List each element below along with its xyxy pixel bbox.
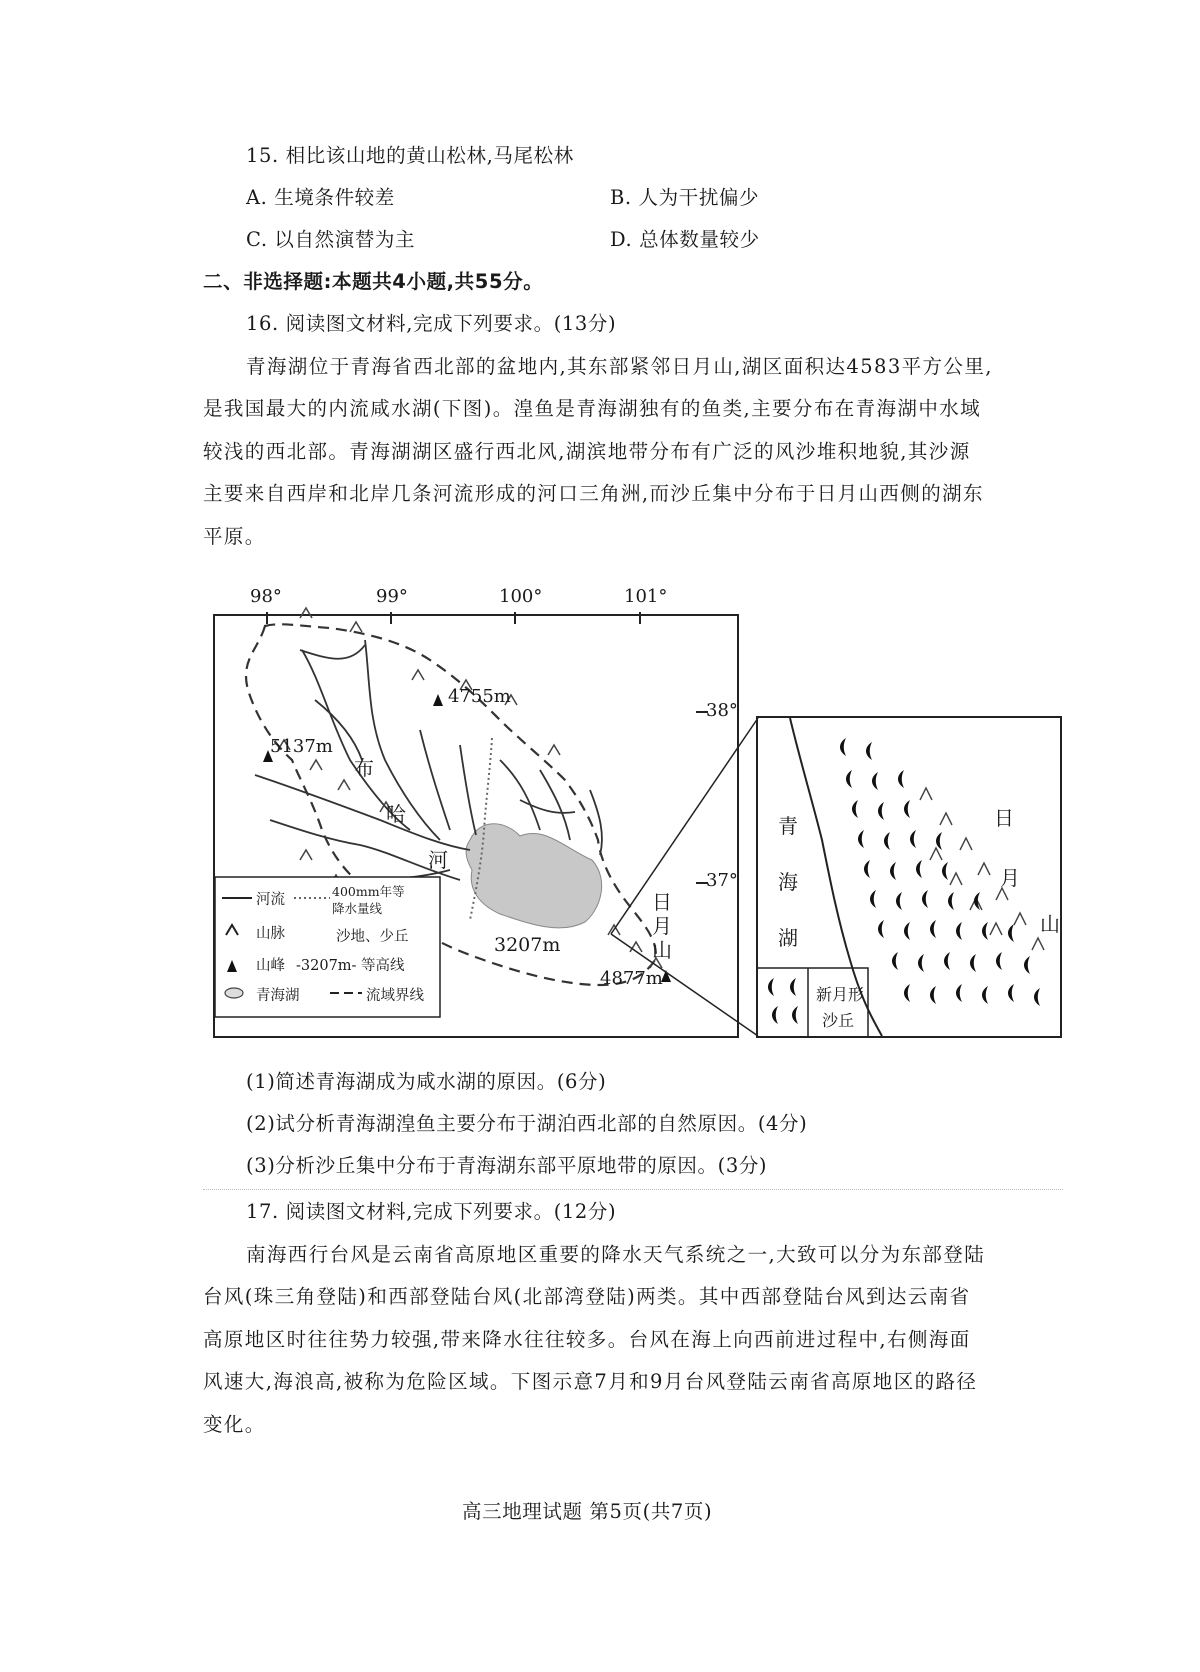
q15-option-c: C. 以自然演替为主 <box>246 228 416 251</box>
legend-lake: 青海湖 <box>256 988 300 1004</box>
inset-mountain-label: 月 <box>1000 866 1020 890</box>
inset-legend-label: 沙丘 <box>822 1011 855 1030</box>
inset-lake-label: 湖 <box>778 926 798 950</box>
peak-label-4755: 4755m <box>448 686 511 707</box>
q17-material-line: 台风(珠三角登陆)和西部登陆台风(北部湾登陆)两类。其中西部登陆台风到达云南省 <box>203 1285 971 1309</box>
legend-mountain: 山脉 <box>256 926 285 942</box>
peak-label-4877: 4877m <box>600 968 663 989</box>
lon-label: 101° <box>624 586 668 607</box>
peak-label-5137: 5137m <box>270 736 333 757</box>
q15-option-b: B. 人为干扰偏少 <box>610 186 760 209</box>
q15-option-a: A. 生境条件较差 <box>246 186 395 209</box>
river-label-char: 布 <box>354 756 374 780</box>
q17-material-line: 高原地区时往往势力较强,带来降水往往较多。台风在海上向西前进过程中,右侧海面 <box>203 1327 971 1351</box>
lat-label: 37° <box>706 870 738 891</box>
page-footer: 高三地理试题 第5页(共7页) <box>462 1500 713 1523</box>
inset-lake-label: 海 <box>778 870 798 894</box>
q15-option-d: D. 总体数量较少 <box>610 228 760 251</box>
q17-material-line: 南海西行台风是云南省高原地区重要的降水天气系统之一,大致可以分为东部登陆 <box>246 1243 986 1266</box>
riyue-mountain-label: 日 <box>652 890 672 914</box>
q16-material-line: 较浅的西北部。青海湖湖区盛行西北风,湖滨地带分布有广泛的风沙堆积地貌,其沙源 <box>203 439 971 463</box>
legend-isohyet: 降水量线 <box>332 901 383 916</box>
lat-label: 38° <box>706 700 738 721</box>
q16-sub2: (2)试分析青海湖湟鱼主要分布于湖泊西北部的自然原因。(4分) <box>246 1112 808 1135</box>
q16-material-line: 青海湖位于青海省西北部的盆地内,其东部紧邻日月山,湖区面积达4583平方公里, <box>246 355 993 378</box>
q17-material-line: 风速大,海浪高,被称为危险区域。下图示意7月和9月台风登陆云南省高原地区的路径 <box>203 1370 978 1394</box>
inset-mountain-label: 山 <box>1040 912 1060 936</box>
q17-stem: 17. 阅读图文材料,完成下列要求。(12分) <box>246 1200 617 1223</box>
riyue-mountain-label: 月 <box>652 914 672 938</box>
lon-label: 98° <box>250 586 282 607</box>
river-label-char: 河 <box>428 848 448 872</box>
legend-river: 河流 <box>256 892 285 908</box>
legend-peak: 山峰 <box>256 958 285 974</box>
q16-material-line: 是我国最大的内流咸水湖(下图)。湟鱼是青海湖独有的鱼类,主要分布在青海湖中水域 <box>203 397 982 421</box>
legend-sand: 沙地、少丘 <box>336 929 409 945</box>
inset-legend-label: 新月形 <box>816 985 865 1004</box>
river-label-char: 哈 <box>386 802 406 826</box>
q16-sub3: (3)分析沙丘集中分布于青海湖东部平原地带的原因。(3分) <box>246 1154 768 1177</box>
contour-label-3207: 3207m <box>494 934 561 956</box>
legend-isohyet: 400mm年等 <box>332 884 405 899</box>
lon-label: 99° <box>376 586 408 607</box>
q16-sub1: (1)简述青海湖成为咸水湖的原因。(6分) <box>246 1070 607 1093</box>
q16-material-line: 主要来自西岸和北岸几条河流形成的河口三角洲,而沙丘集中分布于日月山西侧的湖东 <box>203 482 984 506</box>
q17-material <box>203 1234 1049 1446</box>
q16-material-line: 平原。 <box>203 524 266 548</box>
q15-stem: 15. 相比该山地的黄山松林,马尾松林 <box>246 144 574 167</box>
legend-contour: -3207m- 等高线 <box>296 958 405 974</box>
q17-material-line: 变化。 <box>203 1412 266 1436</box>
lon-label: 100° <box>499 586 543 607</box>
q16-stem: 16. 阅读图文材料,完成下列要求。(13分) <box>246 312 617 335</box>
legend-basin: 流域界线 <box>366 988 424 1004</box>
inset-lake-label: 青 <box>778 814 798 838</box>
divider <box>203 1189 1063 1190</box>
inset-mountain-label: 日 <box>994 806 1014 830</box>
riyue-mountain-label: 山 <box>652 938 672 962</box>
section2-title: 二、非选择题:本题共4小题,共55分。 <box>203 270 544 293</box>
